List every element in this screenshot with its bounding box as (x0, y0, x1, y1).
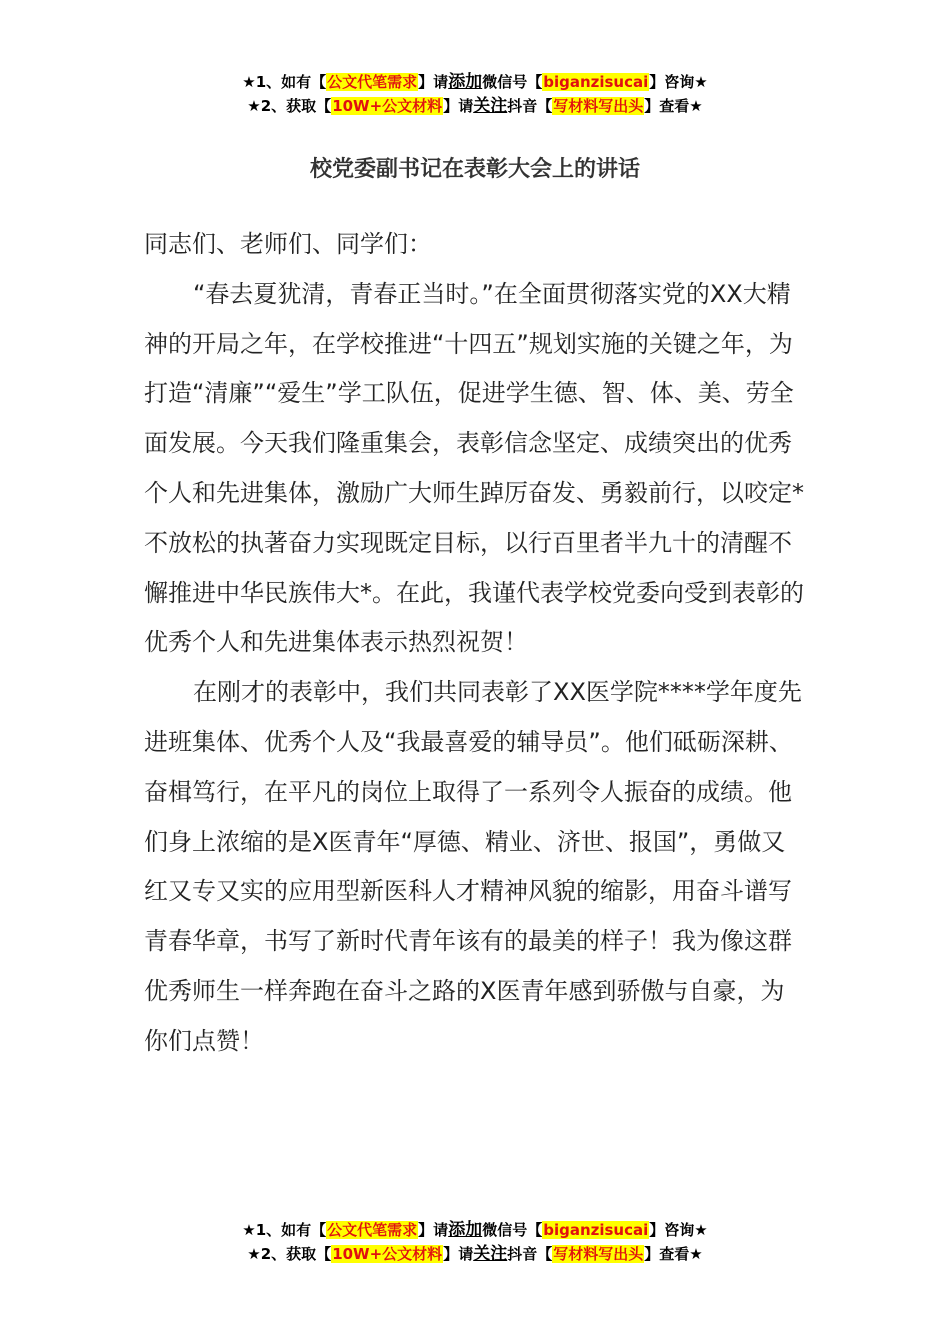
banner-highlight: biganzisucai (543, 73, 649, 91)
banner-text: ★2、获取【 (247, 97, 332, 115)
banner-text: 】咨询★ (649, 1221, 708, 1239)
banner-highlight: 公文代笔需求 (327, 73, 418, 91)
banner-emphasis: 添加 (448, 72, 483, 92)
banner-text: 抖音【 (507, 97, 553, 115)
footer-banner (0, 1218, 950, 1266)
banner-emphasis: 关注 (473, 96, 508, 116)
document-body (144, 220, 804, 1067)
banner-line-2 (0, 94, 950, 118)
banner-line-1 (0, 1218, 950, 1242)
document-title: 校党委副书记在表彰大会上的讲话 (309, 157, 640, 182)
salutation: 同志们、老师们、同学们： (144, 230, 432, 258)
banner-text: ★1、如有【 (242, 1221, 327, 1239)
banner-text: 抖音【 (507, 1245, 553, 1263)
body-paragraph: “春去夏犹清，青春正当时。”在全面贯彻落实党的XX大精神的开局之年，在学校推进“十四五”规划实施的关键之年，为打造“清廉”“爱生”学工队伍，促进学生德、智、体、美、劳全面发展。今天我们隆重集会，表彰信念坚定、成绩突出的优秀个人和先进集体，激励广大师生踔厉奋发、勇毅前行，以咬定*不放松的执著奋力实现既定目标，以行百里者半九十的清醒不懈推进中华民族伟大*。在此，我谨代表学校党委向受到表彰的优秀个人和先进集体表示热烈祝贺！ (144, 279, 804, 657)
banner-text: 】请 (418, 1221, 449, 1239)
banner-text: 】咨询★ (649, 73, 708, 91)
banner-text: 】查看★ (644, 97, 703, 115)
banner-text: ★1、如有【 (242, 73, 327, 91)
banner-highlight: 写材料写出头 (553, 1245, 644, 1263)
banner-line-1 (0, 70, 950, 94)
banner-text: 】查看★ (644, 1245, 703, 1263)
body-paragraph: 在刚才的表彰中，我们共同表彰了XX医学院****学年度先进班集体、优秀个人及“我最喜爱的辅导员”。他们砥砺深耕、奋楫笃行，在平凡的岗位上取得了一系列令人振奋的成绩。他们身上浓缩的是X医青年“厚德、精业、济世、报国”，勇做又红又专又实的应用型新医科人才精神风貌的缩影，用奋斗谱写青春华章，书写了新时代青年该有的最美的样子！我为像这群优秀师生一样奔跑在奋斗之路的X医青年感到骄傲与自豪，为你们点赞！ (144, 678, 802, 1055)
banner-highlight: 写材料写出头 (553, 97, 644, 115)
banner-text: 微信号【 (482, 1221, 543, 1239)
banner-text: ★2、获取【 (247, 1245, 332, 1263)
banner-emphasis: 添加 (448, 1220, 483, 1240)
banner-text: 】请 (443, 1245, 474, 1263)
header-banner (0, 70, 950, 118)
banner-highlight: 公文代笔需求 (327, 1221, 418, 1239)
banner-text: 】请 (418, 73, 449, 91)
banner-line-2 (0, 1242, 950, 1266)
banner-highlight: biganzisucai (543, 1221, 649, 1239)
banner-highlight: 10W+公文材料 (332, 1245, 443, 1263)
banner-text: 微信号【 (482, 73, 543, 91)
banner-emphasis: 关注 (473, 1244, 508, 1264)
banner-text: 】请 (443, 97, 474, 115)
banner-highlight: 10W+公文材料 (332, 97, 443, 115)
